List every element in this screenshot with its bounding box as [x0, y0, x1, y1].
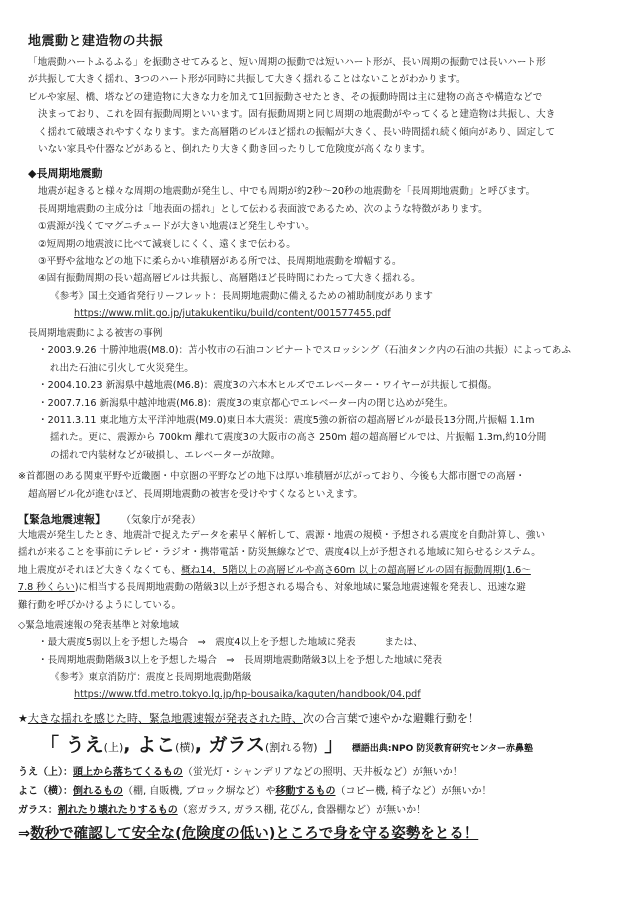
action-intro — [18, 709, 622, 729]
case-item: ・2003.9.26 十勝沖地震(M8.0)：苫小牧市の石油コンビナートでスロッシング（石油タンク内の石油の共振）によってあふ — [38, 345, 571, 357]
case-item: ・2007.7.16 新潟県中越沖地震(M6.8)：震度3の東京都心でエレベーター内の閉じ込めが発生。 — [38, 397, 454, 409]
star-icon: ★ — [18, 712, 28, 726]
slogan-glass-sub: (割れる物) — [264, 741, 318, 755]
paragraph-line: ビルや家屋、橋、塔などの建造物に大きな力を加えて1回振動させたとき、その振動時間は主に建物の高さや構造などで — [28, 91, 543, 103]
reference-note: 《参考》国土交通省発行リーフレット：長周期地震動に備えるための補助制度があります — [50, 290, 433, 302]
arrow-icon: ⇒ — [18, 826, 31, 843]
final-message — [18, 822, 622, 846]
final-text: 数秒で確認して安全な(危険度の低い)ところで身を守る姿勢をとる！ — [30, 826, 479, 843]
paragraph-line: 地震が起きると様々な周期の地震動が発生し、中でも周期が約2秒～20秒の地震動を「長周期地震動」と呼びます。 — [38, 186, 536, 198]
paragraph-line: 決まっており、これを固有振動周期といいます。固有振動周期と同じ周期の地震動がやってくると建造物は共振し、大き — [38, 109, 556, 121]
paragraph-line: く揺れて破壊されやすくなります。また高層階のビルほど揺れの振幅が大きく、長い時間揺れ続く傾向があり、固定して — [38, 126, 556, 138]
slogan: 「 うえ(上), よこ(横), ガラス(割れる物) 」 標語出典:NPO 防災教育研究センター赤鼻塾 — [40, 734, 533, 757]
feature-item: ③平野や盆地などの地下に柔らかい堆積層がある所では、長周期地震動を増幅する。 — [38, 256, 402, 268]
text-part: )に相当する長周期地震動の階級3以上が予想される場合も、対象地域に緊急地震速報を発表し、迅速な避 — [74, 582, 526, 594]
row-head: よこ（横）： — [18, 786, 73, 798]
slogan-bracket: 「 — [40, 734, 60, 757]
section-title-resonance: 地震動と建造物の共振 — [28, 34, 164, 49]
slogan-ue-sub: (上) — [103, 741, 124, 755]
note-line: ※首都圏のある関東平野や近畿圏・中京圏の平野などの地下は厚い堆積層が広がっており、今後も大都市圏での高層・ — [18, 471, 525, 483]
text-part: 次の合言葉で速やかな避難行動を！ — [302, 712, 479, 726]
eew-title: 【緊急地震速報】 — [18, 512, 106, 526]
check-row-yoko — [18, 782, 622, 801]
feature-item: ④固有振動周期の長い超高層ビルは共振し、高層階ほど長時間にわたって大きく揺れる。 — [38, 273, 421, 285]
row-head: ガラス： — [18, 805, 58, 817]
underlined-text: 移動するもの — [275, 786, 336, 798]
paragraph-line: いない家具や什器などがあると、倒れたり大きく動き回ったりして危険度が高くなります。 — [38, 144, 431, 156]
underlined-text: 大きな揺れを感じた時、緊急地震速報が発表された時、 — [27, 712, 303, 726]
eew-subtitle: （気象庁が発表） — [126, 514, 201, 526]
paragraph-line — [18, 579, 622, 596]
text-part: （窓ガラス, ガラス棚, 花びん, 食器棚など）が無いか！ — [177, 805, 427, 817]
criteria-item: ・最大震度5弱以上を予想した場合 ⇒ 震度4以上を予想した地域に発表 または、 — [38, 637, 423, 649]
check-row-glass — [18, 801, 622, 820]
reference-link[interactable]: https://www.mlit.go.jp/jutakukentiku/build/content/001577455.pdf — [74, 307, 391, 319]
text-part: （コピー機, 椅子など）が無いか！ — [335, 786, 492, 798]
note-line: 超高層ビル化が進むほど、長周期地震動の被害を受けやすくなるといえます。 — [28, 488, 364, 500]
slogan-glass: ガラス — [208, 734, 265, 757]
criteria-item: ・長周期地震動階級3以上を予想した場合 ⇒ 長周期地震動階級3以上を予想した地域に発表 — [38, 654, 442, 666]
case-item-cont: れ出た石油に引火して火災発生。 — [50, 362, 194, 374]
section-title-eew — [18, 511, 622, 527]
underlined-text: 割れたり壊れたりするもの — [57, 805, 178, 817]
document-page — [18, 30, 622, 846]
underlined-text: 概ね14，5階以上の高層ビルや高さ60m 以上の超高層ビルの固有振動周期(1.6～ — [181, 564, 531, 576]
reference-note: 《参考》東京消防庁：震度と長周期地震動階級 — [50, 672, 252, 684]
slogan-bracket: 」 — [324, 734, 344, 757]
criteria-title: ◇緊急地震速報の発表基準と対象地域 — [18, 619, 179, 631]
case-item-cont: の揺れで内装材などが破損し、エレベーターが故障。 — [50, 449, 281, 461]
paragraph-line: 長周期地震動の主成分は「地表面の揺れ」として伝わる表面波であるため、次のような特徴があります。 — [38, 203, 488, 215]
paragraph-line: 大地震が発生したとき、地震計で捉えたデータを素早く解析して、震源・地震の規模・予想される震度を自動計算し、強い — [18, 529, 546, 541]
paragraph-line: が共振して大きく揺れ、3つのハート形が同時に共振して大きく揺れることはないことがわかります。 — [28, 74, 466, 86]
case-item: ・2011.3.11 東北地方太平洋沖地震(M9.0)東日本大震災：震度5強の新宿の超高層ビルが最長13分間,片振幅 1.1m — [38, 414, 535, 426]
paragraph-line: 揺れが来ることを事前にテレビ・ラジオ・携帯電話・防災無線などで、震度4以上が予想される地域に知らせるシステム。 — [18, 547, 541, 559]
section-title-long-period: ◆長周期地震動 — [28, 167, 103, 181]
underlined-text: 倒れるもの — [73, 786, 123, 798]
underlined-text: 7.8 秒くらい — [18, 582, 75, 594]
paragraph-line: 難行動を呼びかけるようにしている。 — [18, 599, 182, 611]
slogan-yoko-sub: (横) — [175, 741, 195, 755]
text-part: （蛍光灯・シャンデリアなどの照明、天井板など）が無いか！ — [182, 767, 463, 779]
paragraph-line: 「地震動ハートふるふる」を振動させてみると、短い周期の振動では短いハート形が、長い周期の振動では長いハート形 — [28, 57, 546, 68]
check-row-ue — [18, 763, 622, 782]
text-part: 地上震度がそれほど大きくなくても、 — [18, 564, 182, 576]
case-item-cont: 揺れた。更に、震源から 700km 離れて震度3の大阪市の高さ 250m 超の超高層ビルでは、片振幅 1.3m,約10分間 — [50, 432, 547, 444]
reference-link[interactable]: https://www.tfd.metro.tokyo.lg.jp/hp-bousaika/kaguten/handbook/04.pdf — [74, 689, 421, 701]
slogan-credit: 標語出典:NPO 防災教育研究センター赤鼻塾 — [351, 744, 533, 755]
row-head: うえ（上）： — [18, 767, 73, 779]
cases-title: 長周期地震動による被害の事例 — [28, 327, 163, 339]
slogan-yoko: よこ — [137, 734, 176, 757]
paragraph-line — [18, 562, 622, 579]
slogan-ue: うえ — [65, 734, 104, 757]
feature-item: ①震源が浅くてマグニチュードが大きい地震ほど発生しやすい。 — [38, 221, 315, 233]
case-item: ・2004.10.23 新潟県中越地震(M6.8)：震度3の六本木ヒルズでエレベーター・ワイヤーが共振して損傷。 — [38, 380, 498, 392]
feature-item: ②短周期の地震波に比べて減衰しにくく、遠くまで伝わる。 — [38, 238, 296, 250]
underlined-text: 頭上から落ちてくるもの — [73, 767, 183, 779]
text-part: （棚, 自販機, ブロック塀など）や — [123, 786, 276, 798]
